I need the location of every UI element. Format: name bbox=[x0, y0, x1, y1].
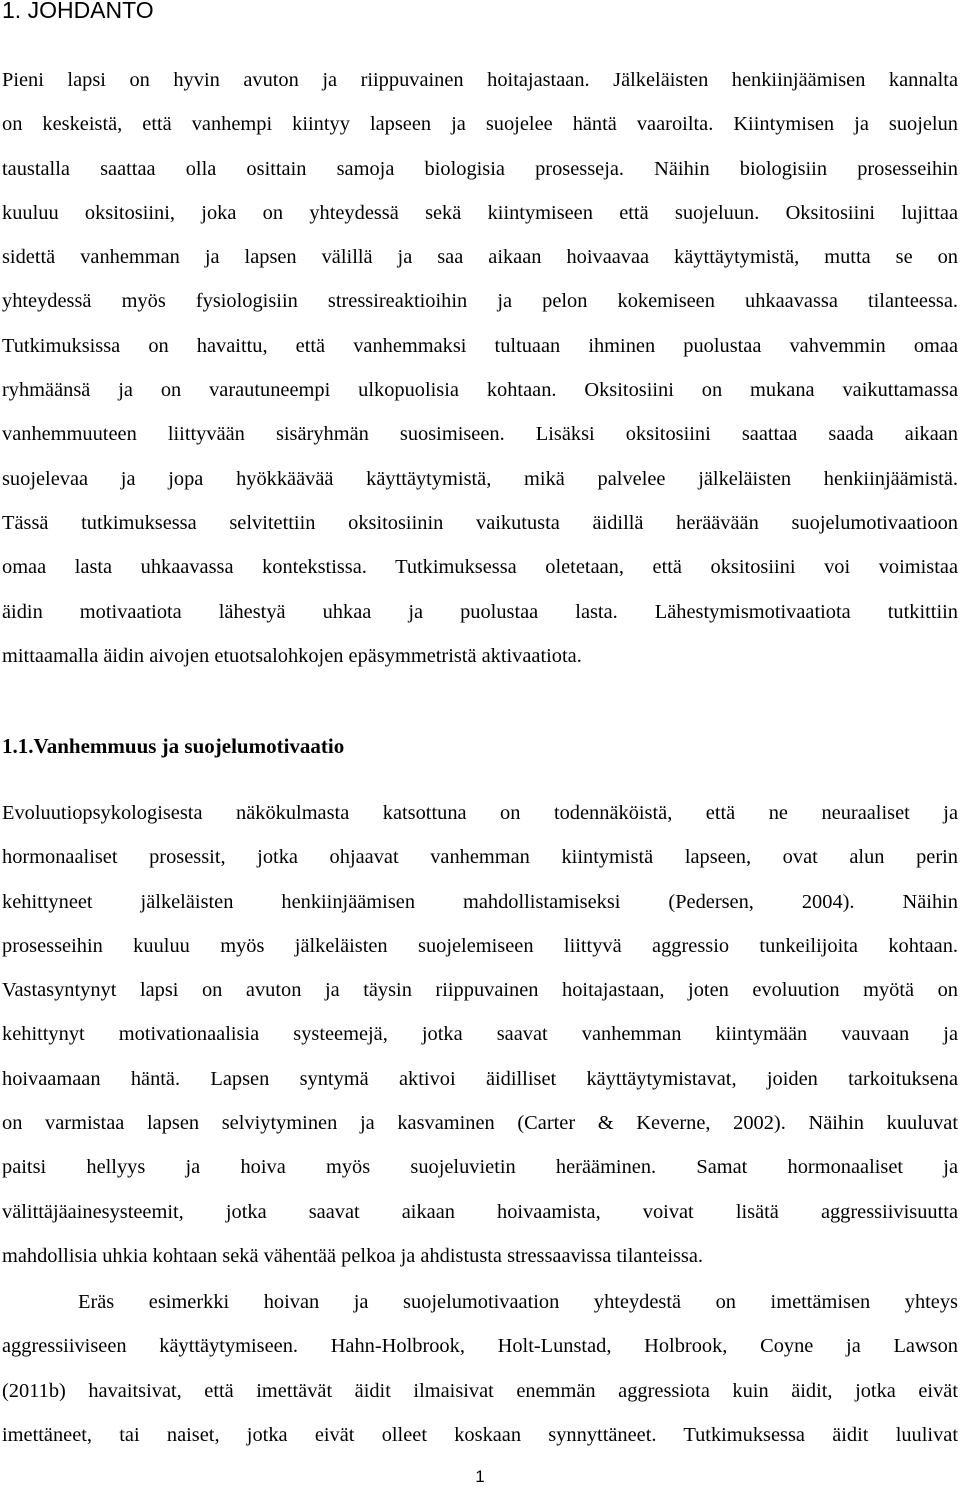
paragraph-line: välittäjäainesysteemit, jotka saavat aikaan hoivaamista, voivat lisätä aggressiivisuutta bbox=[2, 1200, 958, 1223]
paragraph-line: taustalla saattaa olla osittain samoja biologisia prosesseja. Näihin biologisiin prosesseihin bbox=[2, 157, 958, 180]
paragraph-line: (2011b) havaitsivat, että imettävät äidit ilmaisivat enemmän aggressiota kuin äidit, jotka eivät bbox=[2, 1379, 958, 1402]
paragraph-line: mittaamalla äidin aivojen etuotsalohkojen epäsymmetristä aktivaatiota. bbox=[2, 644, 582, 667]
paragraph-line: Vastasyntynyt lapsi on avuton ja täysin riippuvainen hoitajastaan, joten evoluution myötä on bbox=[2, 979, 958, 1002]
paragraph-line: Tässä tutkimuksessa selvitettiin oksitosiinin vaikutusta äidillä heräävään suojelumotivaatioon bbox=[2, 511, 958, 534]
paragraph-line: imettäneet, tai naiset, jotka eivät olleet koskaan synnyttäneet. Tutkimuksessa äidit luulivat bbox=[2, 1423, 958, 1446]
paragraph-breastfeeding-example bbox=[2, 1280, 958, 1457]
page-number: 1 bbox=[475, 1467, 485, 1486]
paragraph-line: hormonaaliset prosessit, jotka ohjaavat vanhemman kiintymistä lapseen, ovat alun perin bbox=[2, 846, 958, 869]
paragraph-line: hoivaamaan häntä. Lapsen syntymä aktivoi äidilliset käyttäytymistavat, joiden tarkoituksena bbox=[2, 1067, 958, 1090]
paragraph-line: vanhemmuuteen liittyvään sisäryhmän suosimiseen. Lisäksi oksitosiini saattaa saada aikaan bbox=[2, 423, 958, 446]
paragraph-introduction bbox=[2, 58, 958, 678]
paragraph-line: paitsi hellyys ja hoiva myös suojeluvietin herääminen. Samat hormonaaliset ja bbox=[2, 1156, 958, 1179]
paragraph-line: on varmistaa lapsen selviytyminen ja kasvaminen (Carter & Keverne, 2002). Näihin kuuluvat bbox=[2, 1112, 958, 1135]
paragraph-line: yhteydessä myös fysiologisiin stressireaktioihin ja pelon kokemiseen uhkaavassa tilanteessa. bbox=[2, 290, 958, 313]
paragraph-line: Tutkimuksissa on havaittu, että vanhemmaksi tultuaan ihminen puolustaa vahvemmin omaa bbox=[2, 334, 958, 357]
paragraph-section-body bbox=[2, 791, 958, 1278]
paragraph-line: Pieni lapsi on hyvin avuton ja riippuvainen hoitajastaan. Jälkeläisten henkiinjäämisen kannalta bbox=[2, 69, 958, 91]
paragraph-line: kuuluu oksitosiini, joka on yhteydessä sekä kiintymiseen että suojeluun. Oksitosiini lujittaa bbox=[2, 201, 958, 224]
paragraph-line: omaa lasta uhkaavassa kontekstissa. Tutkimuksessa oletetaan, että oksitosiini voi voimistaa bbox=[2, 556, 958, 579]
paragraph-line: Evoluutiopsykologisesta näkökulmasta katsottuna on todennäköistä, että ne neuraaliset ja bbox=[2, 802, 958, 824]
paragraph-line: on keskeistä, että vanhempi kiintyy lapseen ja suojelee häntä vaaroilta. Kiintymisen ja suojelun bbox=[2, 113, 958, 136]
paragraph-line: kehittyneet jälkeläisten henkiinjäämisen mahdollistamiseksi (Pedersen, 2004). Näihin bbox=[2, 890, 958, 913]
paragraph-line: prosesseihin kuuluu myös jälkeläisten suojelemiseen liittyvä aggressio tunkeilijoita kohtaan. bbox=[2, 934, 958, 957]
paragraph-line: mahdollisia uhkia kohtaan sekä vähentää pelkoa ja ahdistusta stressaavissa tilanteissa. bbox=[2, 1244, 704, 1267]
chapter-heading: 1. JOHDANTO bbox=[2, 0, 154, 23]
paragraph-line: sidettä vanhemman ja lapsen välillä ja saa aikaan hoivaavaa käyttäytymistä, mutta se on bbox=[2, 246, 958, 269]
section-heading: 1.1.Vanhemmuus ja suojelumotivaatio bbox=[2, 734, 345, 758]
paragraph-line: äidin motivaatiota lähestyä uhkaa ja puolustaa lasta. Lähestymismotivaatiota tutkittiin bbox=[2, 600, 958, 623]
paragraph-line: kehittynyt motivationaalisia systeemejä, jotka saavat vanhemman kiintymään vauvaan ja bbox=[2, 1023, 958, 1046]
paragraph-line: ryhmäänsä ja on varautuneempi ulkopuolisia kohtaan. Oksitosiini on mukana vaikuttamassa bbox=[2, 379, 958, 402]
paragraph-line: suojelevaa ja jopa hyökkäävää käyttäytymistä, mikä palvelee jälkeläisten henkiinjäämistä. bbox=[2, 467, 958, 490]
paragraph-line: Eräs esimerkki hoivan ja suojelumotivaation yhteydestä on imettämisen yhteys bbox=[78, 1291, 958, 1313]
paragraph-line: aggressiiviseen käyttäytymiseen. Hahn-Holbrook, Holt-Lunstad, Holbrook, Coyne ja Lawson bbox=[2, 1335, 958, 1358]
